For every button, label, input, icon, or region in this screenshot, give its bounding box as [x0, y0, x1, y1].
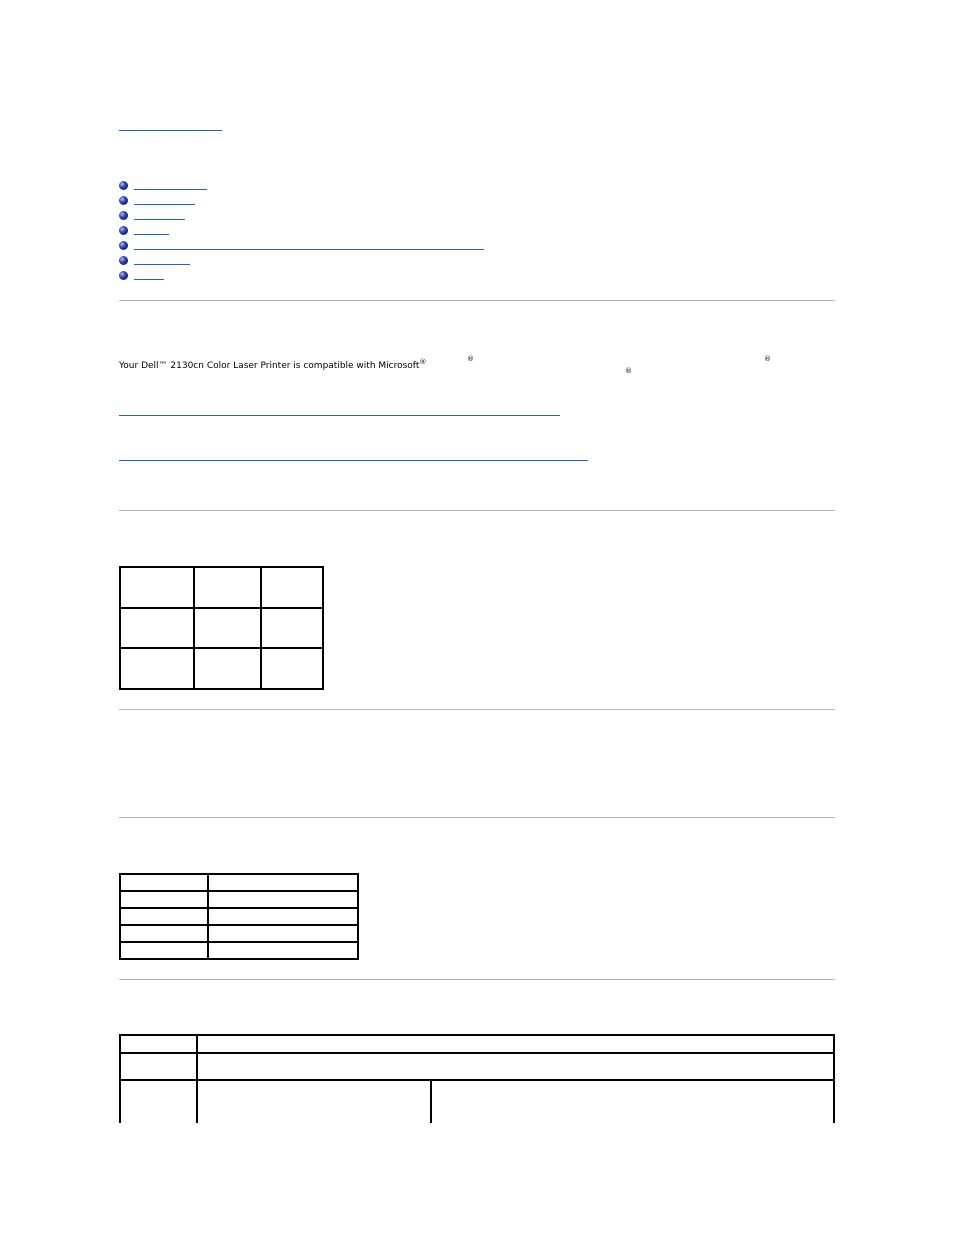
- bullet-icon: [119, 196, 128, 205]
- back-link[interactable]: [119, 130, 222, 131]
- registered-mark: ®: [764, 355, 771, 363]
- table-cell: [208, 908, 358, 925]
- table-cell: [120, 925, 208, 942]
- section-divider: [119, 709, 835, 710]
- table-cell: [194, 608, 261, 649]
- table-row: [120, 874, 358, 891]
- section-divider: [119, 300, 835, 301]
- toc-link[interactable]: [134, 264, 190, 265]
- toc-link[interactable]: [134, 234, 169, 235]
- table-row: [120, 942, 358, 959]
- table-cell: [208, 874, 358, 891]
- bullet-icon: [119, 226, 128, 235]
- table-row: [120, 608, 323, 649]
- registered-mark: ®: [419, 358, 427, 366]
- table-border-row: [119, 1079, 835, 1081]
- table-border-row: [119, 1052, 835, 1054]
- table-cell: [261, 567, 323, 608]
- toc-link[interactable]: [134, 189, 207, 190]
- specification-table: [119, 873, 359, 960]
- registered-mark: ®: [625, 367, 632, 375]
- table-cell: [120, 891, 208, 908]
- table-border-col: [196, 1034, 198, 1123]
- table-cell: [261, 608, 323, 649]
- table-cell: [194, 567, 261, 608]
- table-cell: [120, 874, 208, 891]
- section-divider: [119, 979, 835, 980]
- registered-mark: ®: [467, 355, 474, 363]
- table-row: [120, 891, 358, 908]
- bullet-icon: [119, 181, 128, 190]
- bullet-icon: [119, 271, 128, 280]
- toc-link[interactable]: [134, 219, 185, 220]
- table-border-col: [430, 1079, 432, 1123]
- table-row: [120, 567, 323, 608]
- bullet-icon: [119, 211, 128, 220]
- intro-text: Your Dell™ 2130cn Color Laser Printer is compatible with Microsoft: [119, 361, 420, 371]
- table-row: [120, 648, 323, 689]
- toc-link[interactable]: [134, 279, 164, 280]
- table-cell: [120, 608, 194, 649]
- table-cell: [194, 648, 261, 689]
- toc-link[interactable]: [134, 204, 195, 205]
- intro-paragraph: [119, 358, 426, 371]
- table-cell: [208, 891, 358, 908]
- table-cell: [261, 648, 323, 689]
- bullet-icon: [119, 256, 128, 265]
- section-divider: [119, 817, 835, 818]
- table-cell: [208, 942, 358, 959]
- table-cell: [120, 648, 194, 689]
- bullet-icon: [119, 241, 128, 250]
- section-divider: [119, 510, 835, 511]
- table-border-right: [833, 1034, 835, 1123]
- table-row: [120, 925, 358, 942]
- table-cell: [120, 908, 208, 925]
- table-row: [120, 908, 358, 925]
- toc-link[interactable]: [134, 249, 484, 250]
- compatibility-table: [119, 566, 324, 690]
- table-cell: [120, 942, 208, 959]
- doc-link[interactable]: [119, 460, 588, 461]
- table-border-left: [119, 1034, 121, 1123]
- table-border-top: [119, 1034, 835, 1036]
- table-cell: [208, 925, 358, 942]
- table-cell: [120, 567, 194, 608]
- doc-link[interactable]: [119, 415, 560, 416]
